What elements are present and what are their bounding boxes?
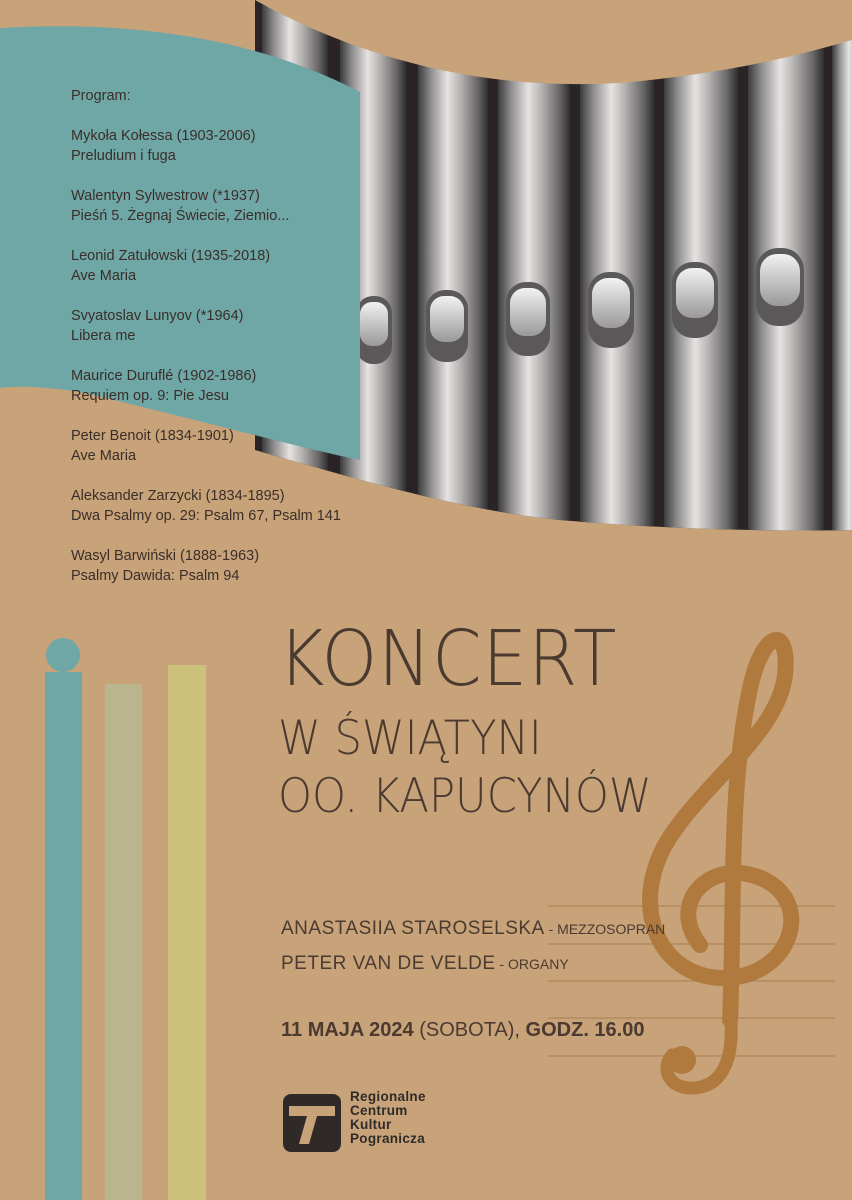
event-date: 11 MAJA 2024 <box>281 1019 414 1041</box>
performer-name: PETER VAN DE VELDE <box>281 953 496 974</box>
composer: Wasyl Barwiński (1888-1963) <box>71 548 260 564</box>
organizer-line: Centrum <box>350 1103 408 1118</box>
work: Requiem op. 9: Pie Jesu <box>71 388 229 404</box>
composer: Mykoła Kołessa (1903-2006) <box>71 128 256 144</box>
composer: Svyatoslav Lunyov (*1964) <box>71 308 244 324</box>
work: Psalmy Dawida: Psalm 94 <box>71 568 240 584</box>
composer: Leonid Zatułowski (1935-2018) <box>71 248 271 264</box>
organizer-line: Regionalne <box>350 1089 426 1104</box>
rckp-logo-icon <box>283 1094 341 1152</box>
performer-row <box>281 912 665 947</box>
composer: Maurice Duruflé (1902-1986) <box>71 368 257 384</box>
organizer-name <box>350 1090 426 1146</box>
organizer-line: Kultur <box>350 1117 392 1132</box>
performer-name: ANASTASIIA STAROSELSKA <box>281 918 545 939</box>
performers <box>281 912 665 982</box>
composer: Aleksander Zarzycki (1834-1895) <box>71 488 285 504</box>
program-heading: Program: <box>71 88 131 104</box>
work: Ave Maria <box>71 268 137 284</box>
work: Ave Maria <box>71 448 137 464</box>
performer-row <box>281 947 665 982</box>
performer-role: - ORGANY <box>495 956 569 972</box>
composer: Peter Benoit (1834-1901) <box>71 428 234 444</box>
title-line-2: W ŚWIĄTYNI <box>278 711 542 766</box>
bar-sage <box>105 684 142 1200</box>
bar-dot <box>46 638 80 672</box>
event-datetime <box>281 1019 644 1042</box>
performer-role: - MEZZOSOPRAN <box>544 921 666 937</box>
work: Pieśń 5. Żegnaj Świecie, Ziemio... <box>71 208 290 224</box>
work: Libera me <box>71 328 136 344</box>
work: Preludium i fuga <box>71 148 176 164</box>
event-day: (SOBOTA), <box>413 1019 526 1041</box>
title-line-3: OO. KAPUCYNÓW <box>278 769 652 824</box>
title-line-1: KONCERT <box>278 615 618 704</box>
bar-yellow <box>168 665 206 1200</box>
composer: Walentyn Sylwestrow (*1937) <box>71 188 260 204</box>
bar-teal <box>45 672 82 1200</box>
event-time: GODZ. 16.00 <box>525 1019 645 1041</box>
concert-title <box>278 614 838 826</box>
work: Dwa Psalmy op. 29: Psalm 67, Psalm 141 <box>71 508 341 524</box>
organizer-line: Pogranicza <box>350 1131 426 1146</box>
